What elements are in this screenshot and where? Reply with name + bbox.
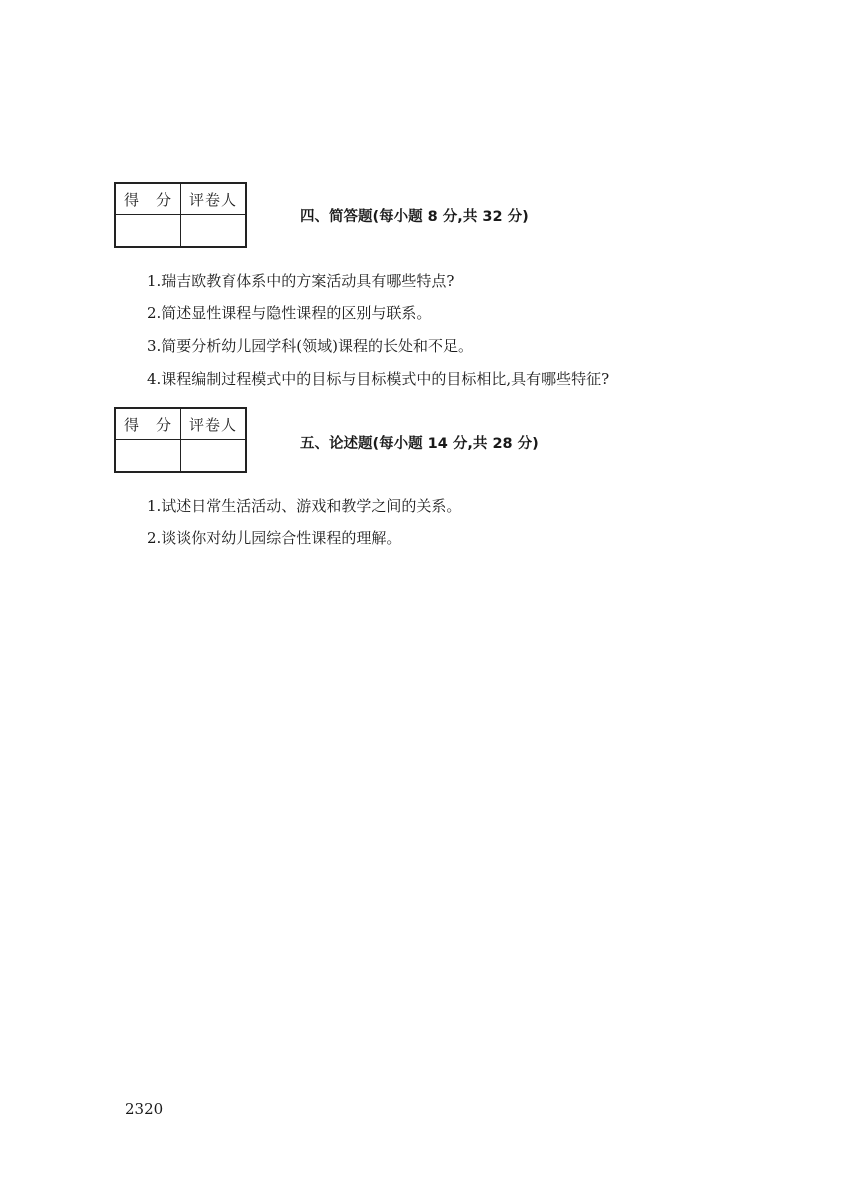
grader-header: 评卷人 [181,183,247,215]
grader-cell[interactable] [181,215,247,248]
section5-question-1: 1.试述日常生活活动、游戏和教学之间的关系。 [147,497,462,515]
section4-title: 四、简答题(每小题 8 分,共 32 分) [300,209,529,225]
score-cell[interactable] [115,215,181,248]
section4-question-1: 1.瑞吉欧教育体系中的方案活动具有哪些特点? [147,272,455,290]
section5-question-2: 2.谈谈你对幼儿园综合性课程的理解。 [147,529,402,547]
section4-question-3: 3.简要分析幼儿园学科(领域)课程的长处和不足。 [147,337,474,355]
section4-question-2: 2.简述显性课程与隐性课程的区别与联系。 [147,304,432,322]
grader-cell[interactable] [181,440,247,473]
score-table-section5 [114,407,247,473]
page-number: 2320 [125,1100,164,1118]
score-header: 得 分 [115,183,181,215]
grader-header: 评卷人 [181,408,247,440]
section5-title: 五、论述题(每小题 14 分,共 28 分) [300,436,539,452]
score-table-section4 [114,182,247,248]
score-header: 得 分 [115,408,181,440]
section4-question-4: 4.课程编制过程模式中的目标与目标模式中的目标相比,具有哪些特征? [147,370,610,388]
score-cell[interactable] [115,440,181,473]
